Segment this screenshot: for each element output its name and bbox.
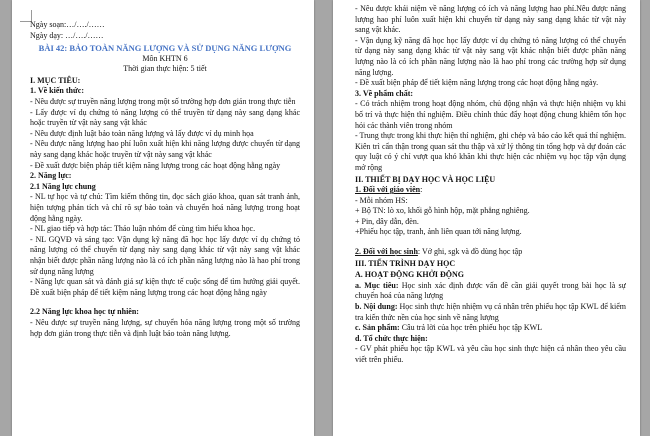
organization-label: d. Tổ chức thực hiện: <box>355 333 428 343</box>
knowledge-item: - Nêu được năng lượng hao phí luôn xuất hiện khi năng lượng được chuyển từ dạng này sang dạng khác hoặc truyền từ vật này sang vật khác <box>30 139 300 160</box>
heading-quality: 3. Về phẩm chất: <box>355 88 414 98</box>
heading-student: 2. Đối với học sinh <box>355 247 418 257</box>
knowledge-item: - Đề xuất được biện pháp tiết kiệm năng lượng trong các hoạt động hằng ngày <box>30 160 281 170</box>
quality-item: - Trung thực trong khi thực hiện thí nghiệm, ghi chép và báo cáo kết quả thí nghiệm. Kiên trì cẩn thận trong quan sát thu thập và xử lý thông tin tổng hợp và dự đoán các quy luật có ý chí vượt qua khó khăn khi thực hiện các nhiệm vụ học tập vận dụng mở rộng <box>355 131 626 172</box>
duration: Thời gian thực hiện: 5 tiết <box>123 64 207 74</box>
heading-teacher-colon: : <box>420 185 423 195</box>
general-competence-item: - Năng lực quan sát và đánh giá sự kiện thực tế cuộc sống để tìm hướng giải quyết. Đề xuất biện pháp để tiết kiệm năng lượng trong các hoạt động hằng ngày <box>30 277 300 297</box>
quality-item: - Có trách nhiệm trong hoạt động nhóm, chủ động nhận và thực hiện nhiệm vụ khi bố trí và thực hiện thí nghiệm. Điều chỉnh thúc đẩy hoạt động chung khiêm tốn học hỏi các thành viên trong nhóm <box>355 99 626 130</box>
date-prepared: Ngày soạn:…/…./…… <box>30 20 105 29</box>
teacher-item: - Mỗi nhóm HS: <box>355 195 408 205</box>
heading-specific-competence: 2.2 Năng lực khoa học tự nhiên: <box>30 307 139 317</box>
heading-process: III. TIẾN TRÌNH DẠY HỌC <box>355 258 456 268</box>
organization-text: - GV phát phiếu học tập KWL và yêu cầu học sinh thực hiện cá nhân theo yêu cầu viết trên phiếu. <box>355 344 626 364</box>
page-left-content <box>30 20 300 436</box>
heading-teacher-line <box>355 185 626 196</box>
heading-activity: A. HOẠT ĐỘNG KHỞI ĐỘNG <box>355 270 464 280</box>
competence-item: - Vận dụng kỹ năng đã học học lấy được ví dụ chứng tỏ năng lượng có thể chuyển từ dạng này sang dạng khác từ vật này sang vật khác nhận biết được phần năng lượng nào là có ích phần năng lượng nào là hao phí trong các trường hợp sử dụng năng lượng. <box>355 35 626 77</box>
heading-objectives: I. MỤC TIÊU: <box>30 75 81 85</box>
document-page-left <box>12 0 314 436</box>
knowledge-item: - Nêu được định luật bảo toàn năng lượng và lấy được ví dụ minh họa <box>30 128 254 138</box>
page-right-content <box>355 4 626 436</box>
knowledge-item: - Lấy được ví dụ chứng tỏ năng lượng có thể truyền từ dạng này sang dạng khác hoặc truyền từ vật này sang vật khác <box>30 107 300 128</box>
product-text: Câu trả lời của học trên phiếu học tập KWL <box>399 323 543 333</box>
objective-text: Học sinh xác định được vấn đề cần giải quyết trong bài học là sự chuyển hoá của năng lượng <box>355 280 626 301</box>
content-text: Học sinh thực hiện nhiệm vụ cá nhân trên phiếu học tập KWL để kiểm tra kiến thức nền của học sinh về năng lượng <box>355 302 626 322</box>
teacher-item: + Bộ TN: lò xo, khối gỗ hình hộp, mặt phẳng nghiêng. <box>355 206 530 216</box>
general-competence-item: - NL GQVĐ và sáng tạo: Vận dụng kỹ năng đã học học lấy được ví dụ chứng tỏ năng lượng có thể chuyển từ dạng này sang dạng khác từ vật này sang vật khác nhận biết được phần năng lượng nào là có ích phần năng lượng nào là hao phí trong sử dụng năng lượng <box>30 234 300 276</box>
document-page-right <box>333 0 640 436</box>
objective-label: a. Mục tiêu: <box>355 280 399 290</box>
content-paragraph <box>355 302 626 323</box>
heading-knowledge: 1. Về kiến thức: <box>30 86 84 96</box>
teacher-item: + Pin, dây dẫn, đèn. <box>355 216 419 226</box>
date-taught: Ngày dạy: …/…./…… <box>30 30 104 40</box>
heading-equipment: II. THIẾT BỊ DẠY HỌC VÀ HỌC LIỆU <box>355 174 496 184</box>
knowledge-item: - Nêu được sự truyền năng lượng trong một số trường hợp đơn giản trong thực tiễn <box>30 97 296 107</box>
general-competence-item: - NL tự học và tự chủ: Tìm kiếm thông tin, đọc sách giáo khoa, quan sát tranh ảnh, hiện tượng phản tích và chỉ rõ sự bảo toàn và chuyển hoá năng lượng trong hoạt động hằng ngày. <box>30 192 300 223</box>
student-line <box>355 247 626 258</box>
lesson-title: BÀI 42: BẢO TOÀN NĂNG LƯỢNG VÀ SỬ DỤNG NĂNG LƯỢNG <box>38 43 292 54</box>
subject: Môn KHTN 6 <box>142 53 188 63</box>
specific-competence-item: - Nêu được sự truyền năng lượng, sự chuyển hóa năng lượng trong một số trường hợp đơn giản trong thực tiễn và định luật bảo toàn năng lượng. <box>30 317 300 338</box>
general-competence-item: - NL giao tiếp và hợp tác: Thảo luận nhóm để cùng tìm hiểu khoa học. <box>30 224 256 234</box>
heading-general-competence: 2.1 Năng lực chung <box>30 181 96 191</box>
heading-teacher: 1. Đối với giáo viên <box>355 185 421 195</box>
objective-paragraph <box>355 281 626 302</box>
product-paragraph <box>355 323 626 334</box>
student-text: : Vở ghi, sgk và đồ dùng học tập <box>417 247 523 257</box>
heading-competence: 2. Năng lực: <box>30 171 72 181</box>
product-label: c. Sản phẩm: <box>355 323 400 333</box>
competence-item: - Đề xuất biện pháp để tiết kiệm năng lượng trong các hoạt động hằng ngày. <box>355 78 599 88</box>
content-label: b. Nội dung: <box>355 302 398 312</box>
teacher-item: +Phiếu học tập, tranh, ảnh liên quan tới năng lượng. <box>355 227 522 237</box>
competence-item: - Nêu được khái niệm về năng lượng có ích và năng lượng hao phí.Nêu được năng lượng hao phí luôn xuất hiện khi chuyển từ dạng này sang dạng khác từ vật này sang vật khác. <box>355 4 626 35</box>
